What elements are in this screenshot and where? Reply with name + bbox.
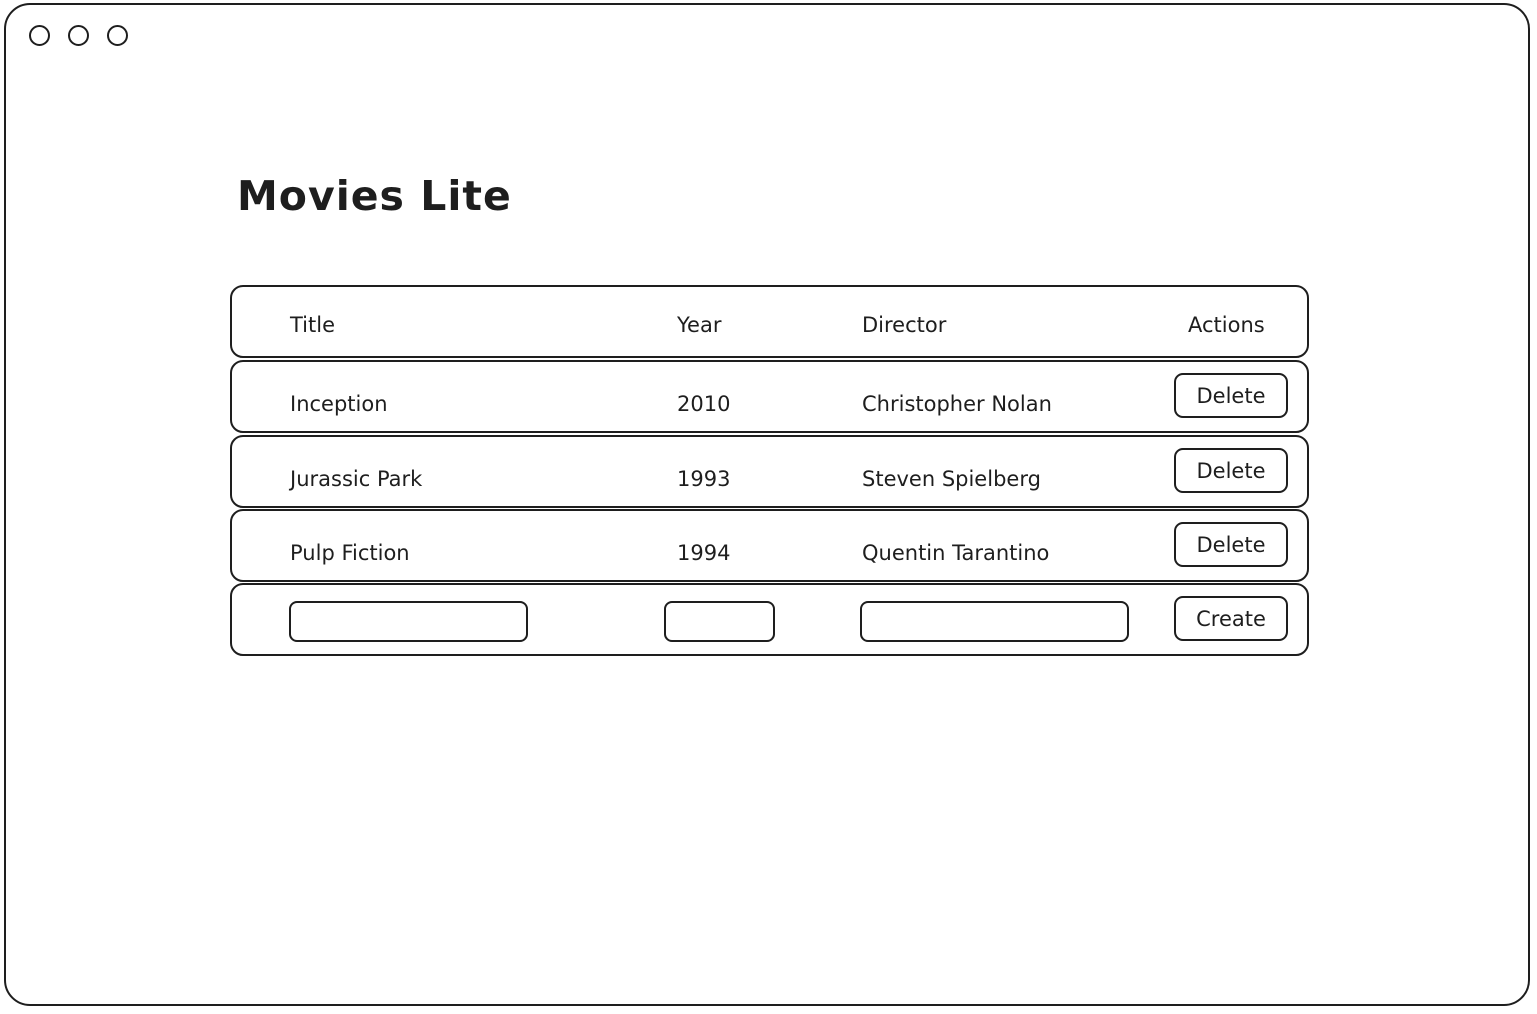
movie-title: Jurassic Park — [290, 467, 423, 491]
new-title-input[interactable] — [289, 601, 528, 642]
column-header-actions: Actions — [1188, 313, 1265, 337]
movie-director: Christopher Nolan — [862, 392, 1052, 416]
new-director-input[interactable] — [860, 601, 1129, 642]
table-row — [230, 435, 1309, 508]
movie-year: 2010 — [677, 392, 731, 416]
column-header-director: Director — [862, 313, 947, 337]
window-control-dot-2[interactable] — [68, 25, 89, 46]
movie-title: Pulp Fiction — [290, 541, 410, 565]
table-row — [230, 509, 1309, 582]
delete-button[interactable]: Delete — [1174, 448, 1288, 493]
new-year-input[interactable] — [664, 601, 775, 642]
column-header-year: Year — [677, 313, 722, 337]
table-row — [230, 360, 1309, 433]
movie-year: 1993 — [677, 467, 731, 491]
window-control-dot-1[interactable] — [29, 25, 50, 46]
create-movie-row — [230, 583, 1309, 656]
column-header-title: Title — [290, 313, 336, 337]
page-title: Movies Lite — [237, 172, 512, 220]
movie-title: Inception — [290, 392, 388, 416]
create-button[interactable]: Create — [1174, 596, 1288, 641]
movie-year: 1994 — [677, 541, 731, 565]
movie-director: Steven Spielberg — [862, 467, 1041, 491]
movie-director: Quentin Tarantino — [862, 541, 1050, 565]
delete-button[interactable]: Delete — [1174, 373, 1288, 418]
table-header-row — [230, 285, 1309, 358]
window-control-dot-3[interactable] — [107, 25, 128, 46]
delete-button[interactable]: Delete — [1174, 522, 1288, 567]
